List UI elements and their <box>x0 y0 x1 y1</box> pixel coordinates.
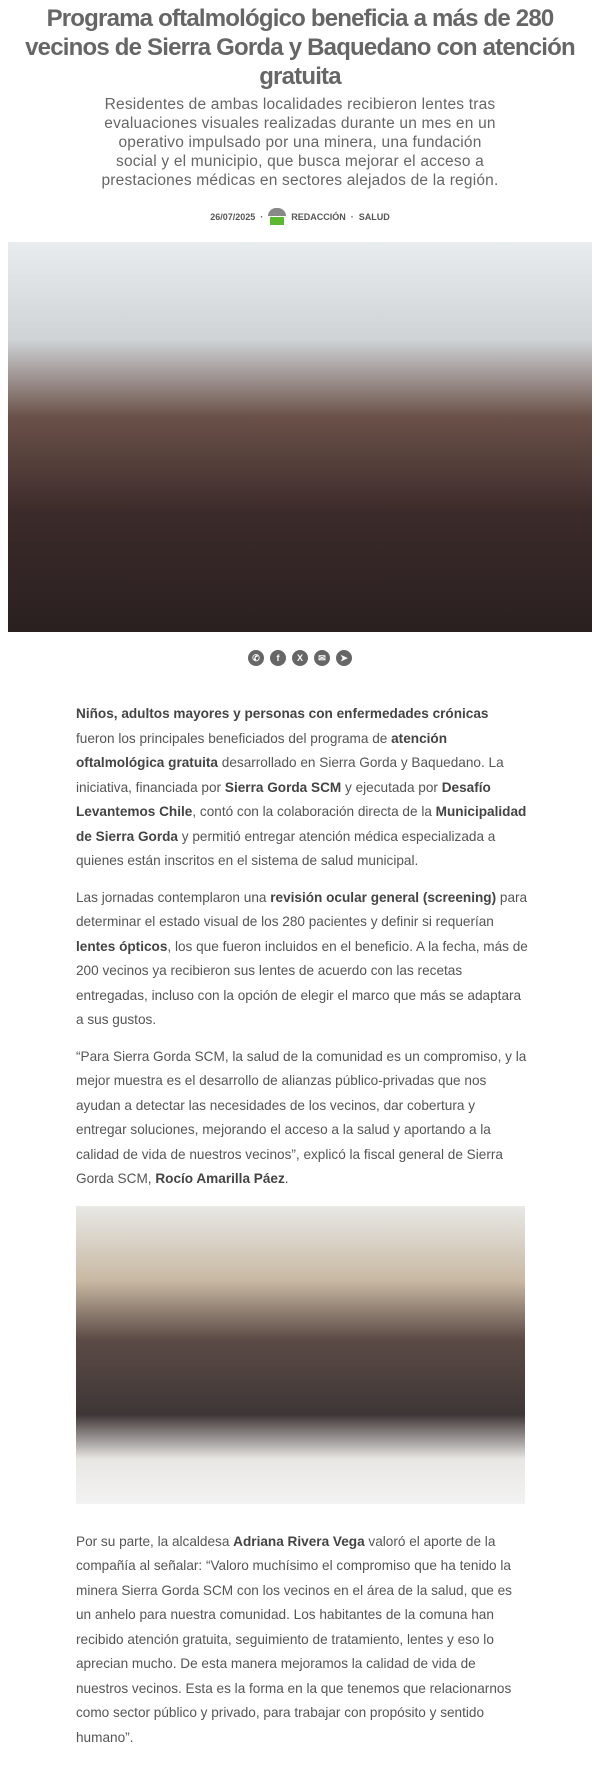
article-body-continued <box>76 1530 528 1772</box>
paragraph-4: Por su parte, la alcaldesa Adriana Rivera Vega valoró el aporte de la compañía al señalar: “Valoro muchísimo el compromiso que ha tenido la minera Sierra Gorda SCM con los vecinos en el área de la salud, que es un anhelo para nuestra comunidad. Los habitantes de la comuna han recibido atención gratuita, seguimiento de tratamiento, lentes y eso lo aprecian mucho. De esta manera mejoramos la calidad de vida de nuestros vecinos. Esta es la forma en la que tenemos que relacionarnos como sector público y privado, para trabajar con propósito y sentido humano”. <box>76 1530 528 1751</box>
separator: · <box>260 212 263 222</box>
separator: · <box>351 212 354 222</box>
email-icon[interactable]: ✉ <box>314 650 330 666</box>
share-bar <box>0 650 600 666</box>
article-subtitle: Residentes de ambas localidades recibieron lentes tras evaluaciones visuales realizadas durante un mes en un operativo impulsado por una minera, una fundación social y el municipio, que busca mejorar el acceso a prestaciones médicas en sectores alejados de la región. <box>100 95 500 190</box>
paragraph-3: “Para Sierra Gorda SCM, la salud de la comunidad es un compromiso, y la mejor muestra es el desarrollo de alianzas público-privadas que nos ayudan a detectar las necesidades de los vecinos, dar cobertura y entregar soluciones, mejorando el acceso a la salud y aportando a la calidad de vida de nuestros vecinos”, explicó la fiscal general de Sierra Gorda SCM, Rocío Amarilla Páez. <box>76 1045 528 1192</box>
telegram-icon[interactable]: ➤ <box>336 650 352 666</box>
article-body <box>76 702 528 1504</box>
site-logo-icon <box>268 208 286 226</box>
facebook-icon[interactable]: f <box>270 650 286 666</box>
publish-date: 26/07/2025 <box>210 212 255 222</box>
author-link[interactable]: REDACCIÓN <box>291 212 346 222</box>
group-photo <box>76 1206 525 1504</box>
category-link[interactable]: SALUD <box>359 212 390 222</box>
whatsapp-icon[interactable]: ✆ <box>248 650 264 666</box>
article-meta <box>0 208 600 226</box>
main-photo <box>8 242 592 632</box>
paragraph-1: Niños, adultos mayores y personas con enfermedades crónicas fueron los principales beneficiados del programa de atención oftalmológica gratuita desarrollado en Sierra Gorda y Baquedano. La iniciativa, financiada por Sierra Gorda SCM y ejecutada por Desafío Levantemos Chile, contó con la colaboración directa de la Municipalidad de Sierra Gorda y permitió entregar atención médica especializada a quienes están inscritos en el sistema de salud municipal. <box>76 702 528 874</box>
article-title: Programa oftalmológico beneficia a más de 280 vecinos de Sierra Gorda y Baquedano con atención gratuita <box>0 0 600 91</box>
paragraph-2: Las jornadas contemplaron una revisión ocular general (screening) para determinar el estado visual de los 280 pacientes y definir si requerían lentes ópticos, los que fueron incluidos en el beneficio. A la fecha, más de 200 vecinos ya recibieron sus lentes de acuerdo con las recetas entregadas, incluso con la opción de elegir el marco que más se adaptara a sus gustos. <box>76 886 528 1033</box>
x-icon[interactable]: X <box>292 650 308 666</box>
